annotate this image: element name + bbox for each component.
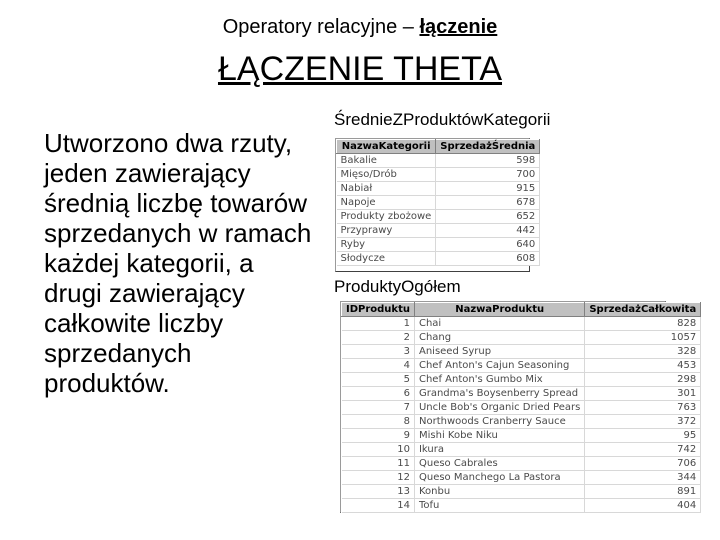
table2-body bbox=[342, 317, 701, 513]
table-cell: 13 bbox=[342, 485, 415, 499]
table-row[interactable] bbox=[337, 224, 540, 238]
table-cell: 828 bbox=[585, 317, 701, 331]
table-row[interactable] bbox=[342, 373, 701, 387]
table-cell: Ryby bbox=[337, 238, 436, 252]
table-cell: Tofu bbox=[414, 499, 584, 513]
table2-caption: ProduktyOgółem bbox=[334, 277, 461, 296]
table-cell: 4 bbox=[342, 359, 415, 373]
table-cell: Napoje bbox=[337, 196, 436, 210]
table-cell: 7 bbox=[342, 401, 415, 415]
table-cell: 598 bbox=[436, 154, 540, 168]
table-cell: 344 bbox=[585, 471, 701, 485]
table-cell: 891 bbox=[585, 485, 701, 499]
table1-body bbox=[337, 154, 540, 266]
table-cell: 298 bbox=[585, 373, 701, 387]
table-row[interactable] bbox=[342, 443, 701, 457]
table-row[interactable] bbox=[342, 345, 701, 359]
table-cell: Aniseed Syrup bbox=[414, 345, 584, 359]
table-cell: 6 bbox=[342, 387, 415, 401]
table-row[interactable] bbox=[337, 238, 540, 252]
table-cell: 453 bbox=[585, 359, 701, 373]
table-cell: Grandma's Boysenberry Spread bbox=[414, 387, 584, 401]
table-cell: Northwoods Cranberry Sauce bbox=[414, 415, 584, 429]
table-row[interactable] bbox=[342, 499, 701, 513]
table-cell: Chef Anton's Cajun Seasoning bbox=[414, 359, 584, 373]
table-cell: Queso Manchego La Pastora bbox=[414, 471, 584, 485]
table-cell: Chang bbox=[414, 331, 584, 345]
table-cell: 5 bbox=[342, 373, 415, 387]
table-cell: Chef Anton's Gumbo Mix bbox=[414, 373, 584, 387]
table-cell: 12 bbox=[342, 471, 415, 485]
table-cell: Ikura bbox=[414, 443, 584, 457]
table-cell: Mięso/Drób bbox=[337, 168, 436, 182]
column-header[interactable]: SprzedażCałkowita bbox=[585, 303, 701, 317]
table-cell: 95 bbox=[585, 429, 701, 443]
table-cell: 14 bbox=[342, 499, 415, 513]
table-cell: Queso Cabrales bbox=[414, 457, 584, 471]
category-average-table bbox=[336, 139, 540, 266]
table-cell: Bakalie bbox=[337, 154, 436, 168]
table-cell: 442 bbox=[436, 224, 540, 238]
table-cell: 608 bbox=[436, 252, 540, 266]
table-row[interactable] bbox=[342, 401, 701, 415]
table-row[interactable] bbox=[342, 485, 701, 499]
table1-header-row bbox=[337, 140, 540, 154]
table-cell: 3 bbox=[342, 345, 415, 359]
table-row[interactable] bbox=[342, 331, 701, 345]
table-cell: 700 bbox=[436, 168, 540, 182]
table-cell: 301 bbox=[585, 387, 701, 401]
column-header[interactable]: IDProduktu bbox=[342, 303, 415, 317]
table-cell: Mishi Kobe Niku bbox=[414, 429, 584, 443]
table-row[interactable] bbox=[337, 182, 540, 196]
table-cell: Produkty zbożowe bbox=[337, 210, 436, 224]
table-cell: 328 bbox=[585, 345, 701, 359]
table-cell: Uncle Bob's Organic Dried Pears bbox=[414, 401, 584, 415]
table-cell: 652 bbox=[436, 210, 540, 224]
table-cell: 9 bbox=[342, 429, 415, 443]
column-header[interactable]: NazwaProduktu bbox=[414, 303, 584, 317]
table-row[interactable] bbox=[337, 196, 540, 210]
table-row[interactable] bbox=[342, 415, 701, 429]
table-cell: 11 bbox=[342, 457, 415, 471]
table-cell: 1057 bbox=[585, 331, 701, 345]
column-header[interactable]: NazwaKategorii bbox=[337, 140, 436, 154]
table-cell: Konbu bbox=[414, 485, 584, 499]
body-text: Utworzono dwa rzuty, jeden zawierający średnią liczbę towarów sprzedanych w ramach każdej kategorii, a drugi zawierający całkowite liczby sprzedanych produktów. bbox=[44, 128, 312, 398]
table-cell: 706 bbox=[585, 457, 701, 471]
slide-header bbox=[0, 16, 720, 39]
table-row[interactable] bbox=[337, 168, 540, 182]
header-prefix: Operatory relacyjne – bbox=[222, 16, 420, 38]
table-cell: 8 bbox=[342, 415, 415, 429]
table-cell: 763 bbox=[585, 401, 701, 415]
table-row[interactable] bbox=[342, 471, 701, 485]
table-cell: 640 bbox=[436, 238, 540, 252]
table-cell: 2 bbox=[342, 331, 415, 345]
table-cell: 404 bbox=[585, 499, 701, 513]
table-row[interactable] bbox=[342, 387, 701, 401]
slide-title: ŁĄCZENIE THETA bbox=[217, 50, 503, 88]
table-cell: Nabiał bbox=[337, 182, 436, 196]
header-underlined: łączenie bbox=[419, 16, 498, 38]
table-cell: 1 bbox=[342, 317, 415, 331]
product-totals-table bbox=[341, 302, 701, 513]
table-cell: 915 bbox=[436, 182, 540, 196]
table-row[interactable] bbox=[342, 317, 701, 331]
table-cell: Chai bbox=[414, 317, 584, 331]
table2-header-row bbox=[342, 303, 701, 317]
table-cell: Przyprawy bbox=[337, 224, 436, 238]
table-cell: 372 bbox=[585, 415, 701, 429]
table-row[interactable] bbox=[342, 359, 701, 373]
table-row[interactable] bbox=[337, 210, 540, 224]
table-row[interactable] bbox=[337, 252, 540, 266]
column-header[interactable]: SprzedażŚrednia bbox=[436, 140, 540, 154]
table-cell: 742 bbox=[585, 443, 701, 457]
table-cell: Słodycze bbox=[337, 252, 436, 266]
table-row[interactable] bbox=[342, 457, 701, 471]
table-row[interactable] bbox=[342, 429, 701, 443]
table-cell: 10 bbox=[342, 443, 415, 457]
table-row[interactable] bbox=[337, 154, 540, 168]
table1-caption: ŚrednieZProduktówKategorii bbox=[334, 110, 551, 129]
table-cell: 678 bbox=[436, 196, 540, 210]
